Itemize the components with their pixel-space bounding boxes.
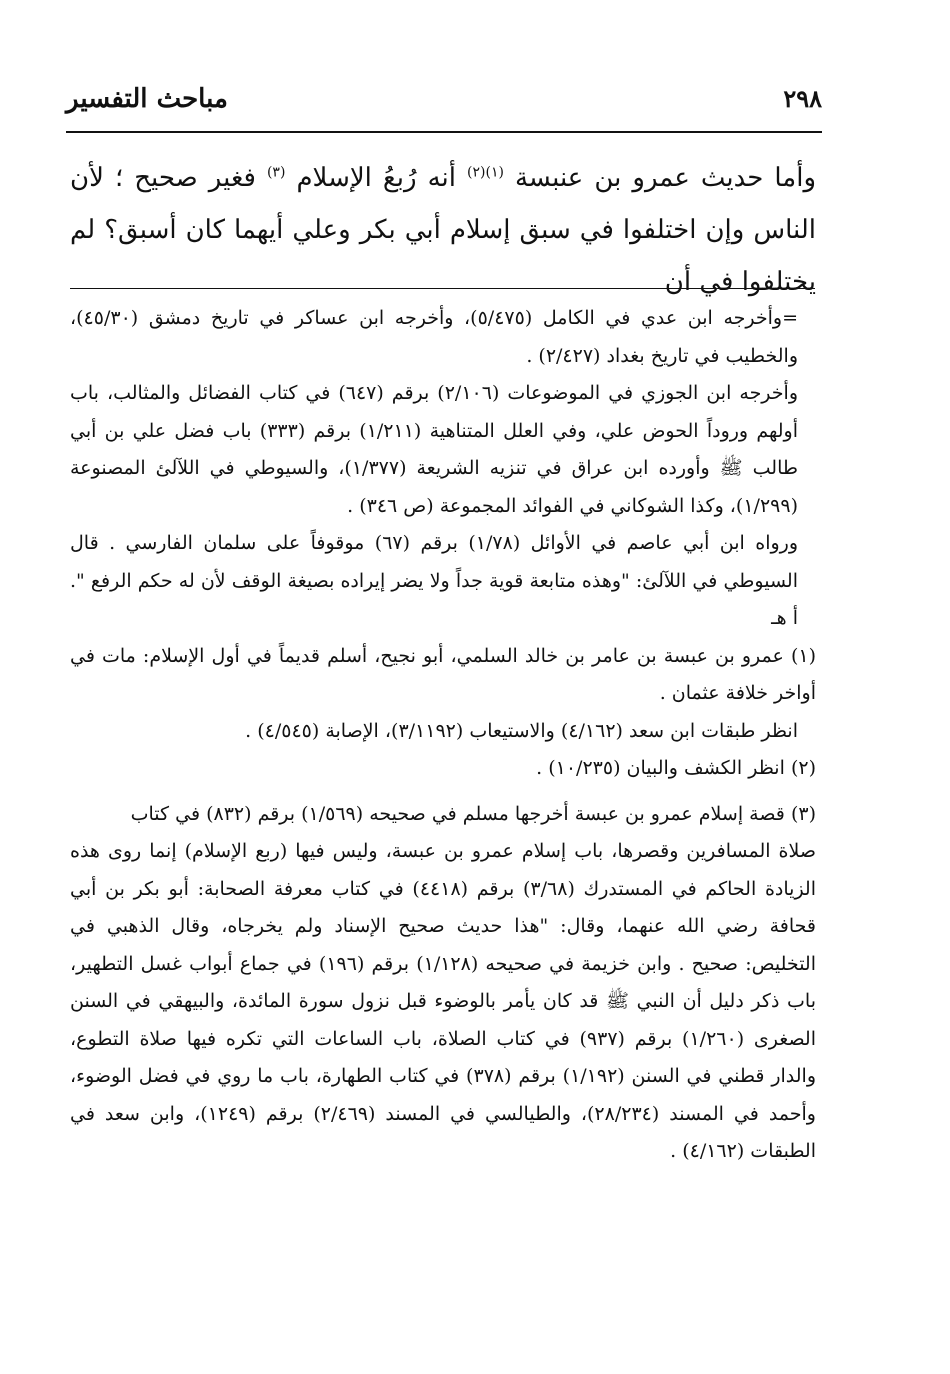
- footnote-continuation-3: ورواه ابن أبي عاصم في الأوائل (١/٧٨) برقم (٦٧) موقوفاً على سلمان الفارسي . قال السيوطي في اللآلئ: "وهذه متابعة قوية جداً ولا يضر إيراده بصيغة الوقف لأن له حكم الرفع ". أ هـ: [70, 532, 799, 629]
- main-paragraph: [70, 152, 816, 308]
- footnote-3-continuation: صلاة المسافرين وقصرها، باب إسلام عمرو بن عبسة، وليس فيها (ربع الإسلام) إنما روى هذه الزيادة الحاكم في المستدرك (٣/٦٨) برقم (٤٤١٨) في كتاب معرفة الصحابة: أبو بكر بن أبي قحافة رضي الله عنهما، وقال: "هذا حديث صحيح الإسناد ولم يخرجاه، وقال الذهبي في التخليص: صحيح . وابن خزيمة في صحيحه (١/١٢٨) برقم (١٩٦) في جماع أبواب غسل التطهير، باب ذكر دليل أن النبي ﷺ قد كان يأمر بالوضوء قبل نزول سورة المائدة، والبيهقي في السنن الصغرى (١/٢٦٠) برقم (٩٣٧) في كتاب الصلاة، باب الساعات التي تكره فيها صلاة التطوع، والدار قطني في السنن (١/١٩٢) برقم (٣٧٨) في كتاب الطهارة، باب ما روي في فضل الوضوء، وأحمد في المسند (٢٨/٢٣٤)، والطيالسي في المسند (٢/٤٦٩) برقم (١٢٤٩)، وابن سعد في الطبقات (٤/١٦٢) .: [70, 840, 817, 1162]
- main-text-start: وأما حديث عمرو بن عنبسة: [514, 163, 817, 193]
- footnotes: [70, 300, 816, 1171]
- footnote-ref-1: (١): [485, 164, 504, 181]
- footnote-2: [70, 750, 816, 788]
- footnote-separator: [70, 288, 815, 289]
- footnote-3-text: قصة إسلام عمرو بن عبسة أخرجها مسلم في صحيحه (١/٥٦٩) برقم (٨٣٢) في كتاب: [130, 802, 785, 825]
- footnote-ref-2: (٢): [467, 164, 486, 181]
- footnote-3-number: (٣): [790, 802, 816, 825]
- footnote-1: [70, 638, 816, 713]
- footnote-1-number: (١): [790, 644, 816, 667]
- footnote-continuation-2: وأخرجه ابن الجوزي في الموضوعات (٢/١٠٦) برقم (٦٤٧) في كتاب الفضائل والمثالب، باب أولهم وروداً الحوض علي، وفي العلل المتناهية (١/٢١١) برقم (٣٣٣) باب فضل علي بن أبي طالب ﷺ وأورده ابن عراق في تنزيه الشريعة (١/٣٧٧)، والسيوطي في اللآلئ المصنوعة (١/٢٩٩)، وكذا الشوكاني في الفوائد المجموعة (ص ٣٤٦) .: [70, 382, 798, 517]
- running-title: مباحث التفسير: [66, 84, 228, 114]
- footnote-spacer: [70, 788, 816, 796]
- footnote-2-text: انظر الكشف والبيان (١٠/٢٣٥) .: [536, 757, 785, 779]
- footnote-2-number: (٢): [790, 757, 816, 779]
- page-number: ٢٩٨: [783, 84, 822, 113]
- main-text: [70, 152, 816, 308]
- footnote-continuation-1: =وأخرجه ابن عدي في الكامل (٥/٤٧٥)، وأخرجه ابن عساكر في تاريخ دمشق (٤٥/٣٠)، والخطيب في تاريخ بغداد (٢/٤٢٧) .: [70, 307, 798, 367]
- footnote-ref-3: (٣): [266, 164, 286, 181]
- footnote-3: [70, 796, 816, 834]
- main-text-end: فغير صحيح ؛ لأن الناس وإن اختلفوا في سبق إسلام أبي بكر وعلي أيهما كان أسبق؟ لم يختلفوا في أن: [70, 163, 816, 297]
- header-rule: [66, 131, 822, 133]
- footnote-1-text: عمرو بن عبسة بن عامر بن خالد السلمي، أبو نجيح، أسلم قديماً في أول الإسلام: مات في أواخر خلافة عثمان .: [70, 644, 816, 704]
- main-text-middle: أنه رُبعُ الإسلام: [296, 163, 456, 193]
- footnote-1-sources: انظر طبقات ابن سعد (٤/١٦٢) والاستيعاب (٣/١١٩٢)، الإصابة (٤/٥٤٥) .: [245, 719, 798, 742]
- page-header: [66, 82, 822, 130]
